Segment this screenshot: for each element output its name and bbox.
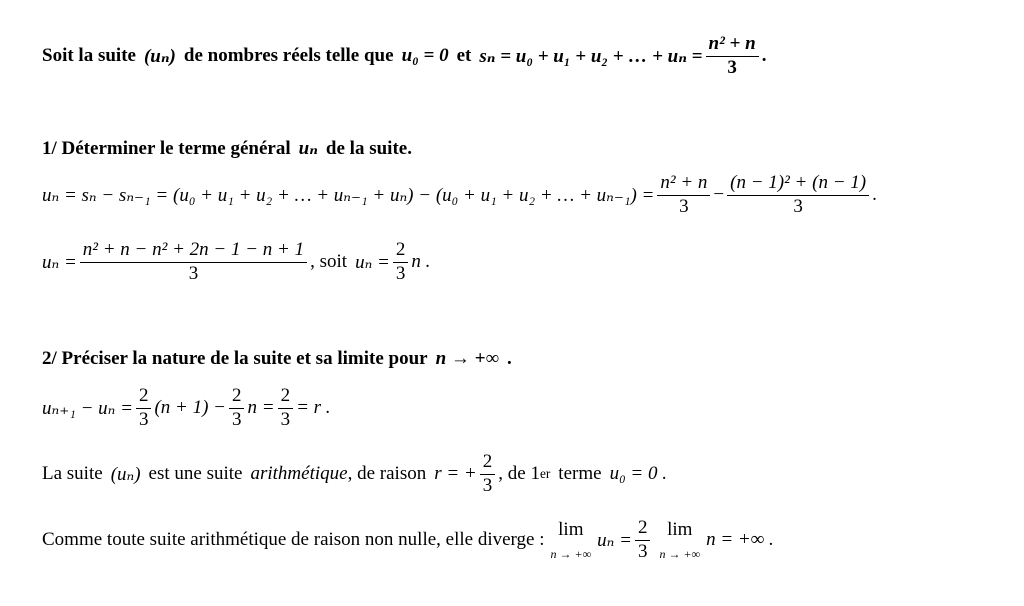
intro-end: . (761, 45, 767, 67)
q1-equation-1 (42, 173, 877, 218)
q2-s2-un: uₙ = (597, 529, 632, 551)
q1-eq2-soit: , soit (310, 251, 348, 273)
q2-equation-1 (42, 386, 331, 431)
q1-eq1-frac2-den: 3 (793, 195, 803, 217)
q2-s1-c: , de raison (347, 463, 427, 485)
q1-eq1-frac1-den: 3 (679, 195, 689, 217)
q1-eq2-frac-num: n² + n − n² + 2n − 1 − n + 1 (80, 240, 307, 263)
q2-heading (42, 348, 512, 370)
q2-eq1-c: n = (247, 397, 275, 419)
q2-s2-den: 3 (637, 540, 648, 562)
q2-s2-lim2: lim (667, 518, 693, 540)
q2-heading-end: . (507, 348, 512, 369)
q1-heading (42, 137, 412, 160)
q2-eq1-f1-den: 3 (138, 408, 149, 430)
intro-frac-num: n² + n (706, 34, 759, 57)
intro-et: et (456, 45, 472, 67)
q2-s1-r-num: 2 (480, 452, 496, 475)
q1-eq1-frac2-num: (n − 1)² + (n − 1) (727, 173, 869, 196)
q2-eq1-b: (n + 1) − (154, 397, 226, 419)
q1-heading-a: 1/ Déterminer le terme général (42, 137, 291, 159)
q2-eq1-a: uₙ₊₁ − uₙ = (42, 397, 133, 419)
intro-fraction (706, 34, 759, 79)
q1-eq2-un: uₙ = (355, 251, 390, 273)
q2-s2-lim: lim (558, 518, 584, 540)
q2-s1-u0: u₀ = 0 . (609, 463, 667, 485)
q2-sentence-1: La suite (uₙ) est une suite arithmétique , de raison r = + $\frac{2}{3}$ , de 1 er terme u₀ = 0 . (42, 451, 667, 496)
q2-eq1-frac3 (278, 386, 294, 431)
q1-eq1-frac1-num: n² + n (657, 173, 710, 196)
q2-s1-a: La suite (42, 463, 103, 485)
q2-s2-limit-2 (659, 519, 700, 562)
q1-eq2-frac (80, 240, 307, 285)
q2-heading-math: n → +∞ (435, 348, 500, 369)
q2-s2-num: 2 (635, 518, 651, 541)
q1-eq1-frac2 (727, 173, 869, 218)
q2-eq1-d: = r . (296, 397, 331, 419)
q2-eq1-frac1 (136, 386, 152, 431)
q2-eq1-f2-den: 3 (231, 408, 242, 430)
intro-cond2: sₙ = u₀ + u₁ + u₂ + … + uₙ = (479, 45, 703, 67)
q2-eq1-f3-den: 3 (280, 408, 291, 430)
q2-s1-d: , de 1 (498, 463, 540, 485)
q2-s1-seq: (uₙ) (110, 463, 141, 485)
q2-s1-frac (480, 452, 496, 497)
q2-s2-under2: n → +∞ (659, 546, 701, 561)
q2-s1-arith: arithmétique (250, 463, 348, 485)
q2-s2-frac (635, 518, 651, 563)
q2-eq1-f1-num: 2 (136, 386, 152, 409)
q1-heading-b: de la suite. (325, 137, 412, 159)
q2-eq1-f2-num: 2 (229, 386, 245, 409)
q2-s1-r: r = + (434, 463, 477, 485)
q2-sentence-2 (42, 518, 774, 563)
q2-eq1-f3-num: 2 (278, 386, 294, 409)
intro-frac-den: 3 (727, 56, 737, 78)
q1-eq1-minus: − (713, 184, 725, 206)
intro-text-a: Soit la suite (42, 45, 136, 67)
q2-heading-a: 2/ Préciser la nature de la suite et sa limite pour (42, 348, 428, 369)
q1-eq1-left: uₙ = sₙ − sₙ₋₁ = (u₀ + u₁ + u₂ + … + uₙ₋₁ + uₙ) − (u₀ + u₁ + u₂ + … + uₙ₋₁) = (42, 184, 655, 206)
q1-eq1-frac1 (657, 173, 710, 218)
q2-s1-b: est une suite (148, 463, 243, 485)
q1-equation-2 (42, 240, 430, 285)
q1-eq2-frac-den: 3 (188, 262, 199, 284)
intro-statement (42, 34, 766, 79)
q2-s1-e: terme (558, 463, 602, 485)
q2-eq1-frac2 (229, 386, 245, 431)
q2-s2-end: n = +∞ . (706, 529, 774, 551)
q1-eq2-res-num: 2 (393, 240, 409, 263)
q2-s2-under: n → +∞ (550, 546, 592, 561)
q1-eq2-end: n . (411, 251, 431, 273)
intro-text-b: de nombres réels telle que (183, 45, 394, 67)
q1-eq2-res-den: 3 (395, 262, 406, 284)
intro-cond1: u₀ = 0 (401, 45, 449, 67)
q1-eq2-result-frac (393, 240, 409, 285)
q2-s2-limit-1 (551, 519, 592, 562)
q2-s2-a: Comme toute suite arithmétique de raison non nulle, elle diverge : (42, 529, 545, 551)
intro-seq: (uₙ) (143, 45, 176, 67)
q1-eq2-left: uₙ = (42, 251, 77, 273)
q2-s1-r-den: 3 (482, 474, 493, 496)
q1-eq1-end: . (872, 184, 877, 206)
q1-heading-var: uₙ (298, 138, 318, 159)
